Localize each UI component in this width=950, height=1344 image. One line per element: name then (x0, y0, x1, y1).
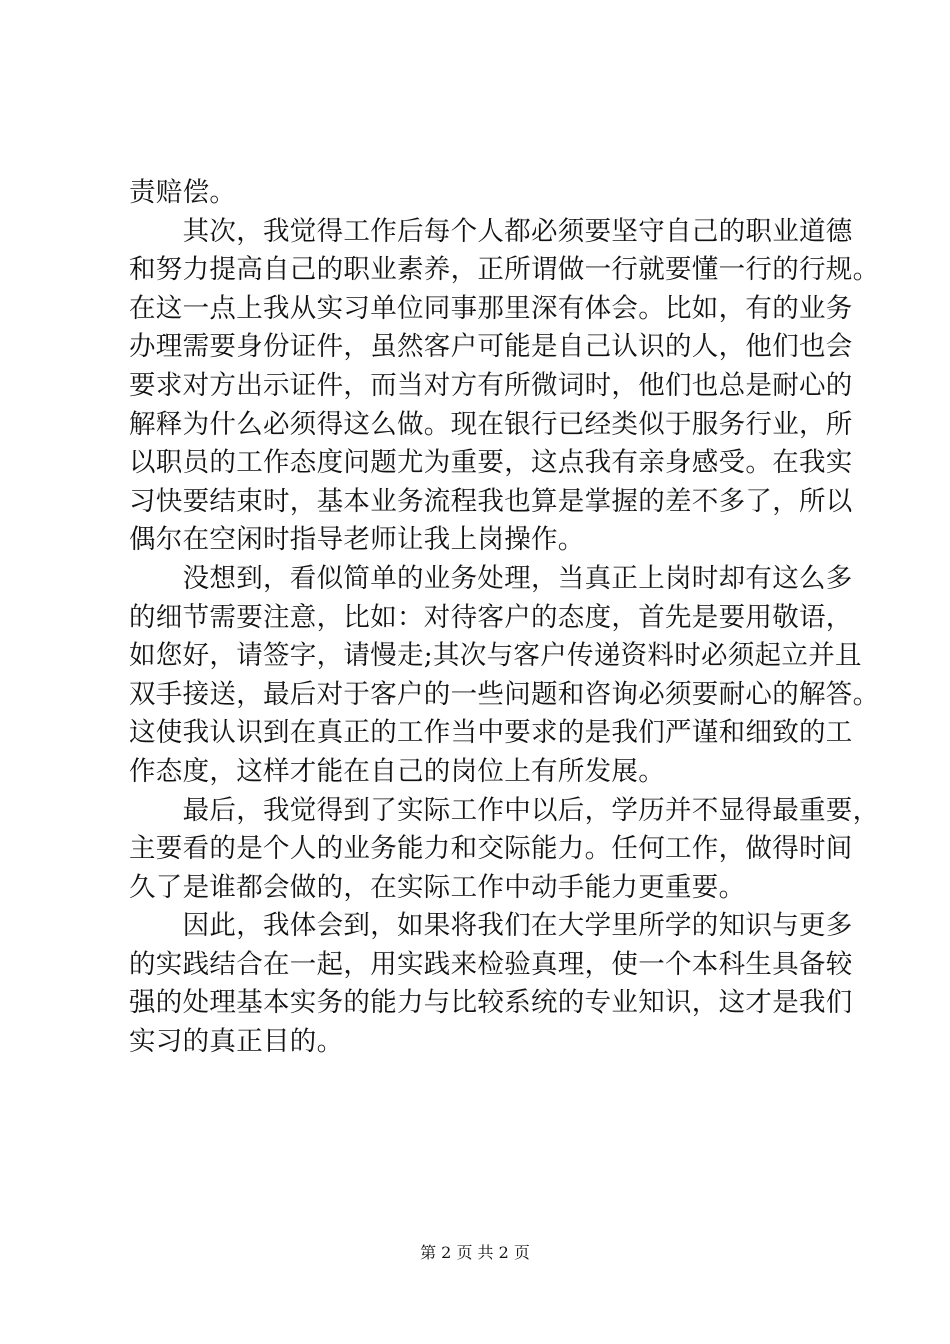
text-line: 办理需要身份证件，虽然客户可能是自己认识的人，他们也会 (129, 331, 853, 363)
text-line: 主要看的是个人的业务能力和交际能力。任何工作，做得时间 (129, 833, 853, 865)
text-line: 最后，我觉得到了实际工作中以后，学历并不显得最重要， (129, 794, 880, 826)
text-line: 双手接送，最后对于客户的一些问题和咨询必须要耐心的解答。 (129, 678, 880, 710)
text-line: 的实践结合在一起，用实践来检验真理，使一个本科生具备较 (129, 948, 853, 980)
text-line: 以职员的工作态度问题尤为重要，这点我有亲身感受。在我实 (129, 447, 853, 479)
text-line: 的细节需要注意，比如：对待客户的态度，首先是要用敬语， (129, 601, 853, 633)
text-line: 偶尔在空闲时指导老师让我上岗操作。 (129, 524, 585, 556)
text-line: 实习的真正目的。 (129, 1026, 344, 1058)
text-line: 要求对方出示证件，而当对方有所微词时，他们也总是耐心的 (129, 369, 853, 401)
text-line: 因此，我体会到，如果将我们在大学里所学的知识与更多 (129, 910, 853, 942)
text-line: 作态度，这样才能在自己的岗位上有所发展。 (129, 755, 665, 787)
text-line: 其次，我觉得工作后每个人都必须要坚守自己的职业道德 (129, 215, 853, 247)
text-line: 责赔偿。 (129, 177, 237, 208)
text-line: 没想到，看似简单的业务处理，当真正上岗时却有这么多 (129, 562, 853, 594)
document-body (129, 174, 880, 1062)
text-line: 在这一点上我从实习单位同事那里深有体会。比如，有的业务 (129, 292, 853, 324)
text-line: 久了是谁都会做的，在实际工作中动手能力更重要。 (129, 871, 746, 903)
text-line: 强的处理基本实务的能力与比较系统的专业知识，这才是我们 (129, 987, 853, 1019)
text-line: 和努力提高自己的职业素养，正所谓做一行就要懂一行的行规。 (129, 254, 880, 286)
text-line: 这使我认识到在真正的工作当中要求的是我们严谨和细致的工 (129, 717, 853, 749)
text-line: 如您好，请签字，请慢走;其次与客户传递资料时必须起立并且 (129, 640, 862, 672)
text-line: 解释为什么必须得这么做。现在银行已经类似于服务行业，所 (129, 408, 853, 440)
text-line: 习快要结束时，基本业务流程我也算是掌握的差不多了，所以 (129, 485, 853, 517)
page-number-footer: 第 2 页 共 2 页 (420, 1243, 530, 1262)
